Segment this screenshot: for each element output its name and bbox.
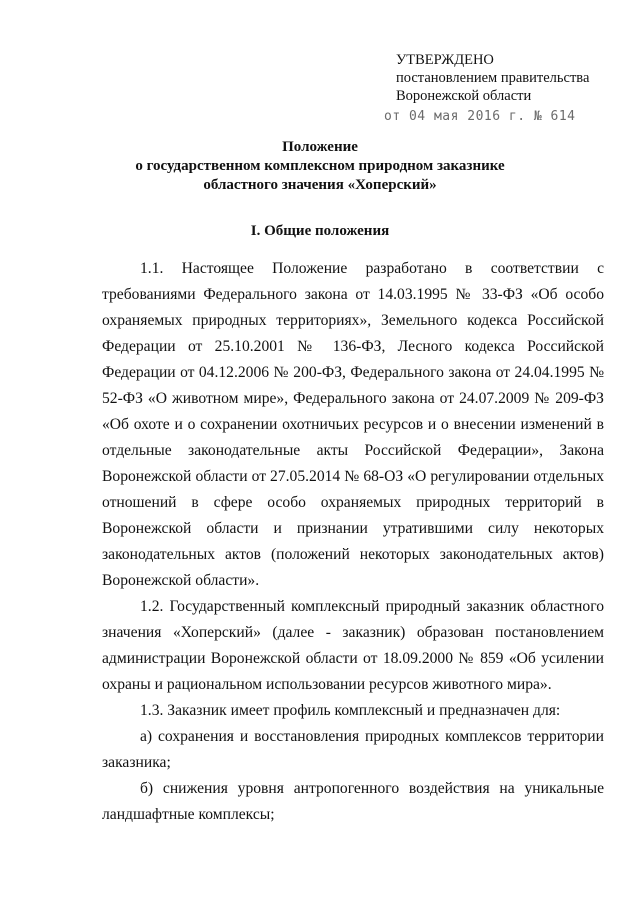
paragraph-1-1: 1.1. Настоящее Положение разработано в соответствии с требованиями Федерального закона от 14.03.1995 № 33-ФЗ «Об особо охраняемых природных территориях», Земельного кодекса Российской Федерации от 25.10.2001 № 136-ФЗ, Лесного кодекса Российской Федерации от 04.12.2006 № 200-ФЗ, Федерального закона от 24.04.1995 № 52-ФЗ «О животном мире», Федерального закона от 24.07.2009 № 209-ФЗ «Об охоте и о сохранении охотничьих ресурсов и о внесении изменений в отдельные законодательные акты Российской Федерации», Закона Воронежской области от 27.05.2014 № 68-ОЗ «О регулировании отдельных отношений в сфере особо охраняемых природных территорий в Воронежской области и признании утратившими силу некоторых законодательных актов (положений некоторых законодательных актов) Воронежской области». [102, 260, 604, 589]
document-title-block [100, 138, 540, 195]
document-body [102, 256, 604, 828]
approval-heading: УТВЕРЖДЕНО [396, 52, 494, 68]
approval-line-2: Воронежской области [396, 88, 532, 104]
paragraph-item-a: а) сохранения и восстановления природных комплексов территории заказника; [102, 728, 604, 771]
paragraph-1-2: 1.2. Государственный комплексный природный заказник областного значения «Хоперский» (далее - заказник) образован постановлением администрации Воронежской области от 18.09.2000 № 859 «Об усилении охраны и рациональном использовании ресурсов животного мира». [102, 598, 604, 693]
document-title: Положение [282, 139, 358, 155]
section-title: I. Общие положения [250, 223, 390, 239]
approval-date-stamp: от 04 мая 2016 г. № 614 [384, 109, 576, 124]
paragraph-1-3: 1.3. Заказник имеет профиль комплексный и предназначен для: [140, 702, 561, 719]
paragraph-item-b: б) снижения уровня антропогенного воздействия на уникальные ландшафтные комплексы; [102, 780, 604, 823]
approval-line-1: постановлением правительства [396, 70, 590, 86]
approval-block [384, 51, 590, 126]
document-subtitle: о государственном комплексном природном заказнике областного значения «Хоперский» [135, 158, 505, 193]
